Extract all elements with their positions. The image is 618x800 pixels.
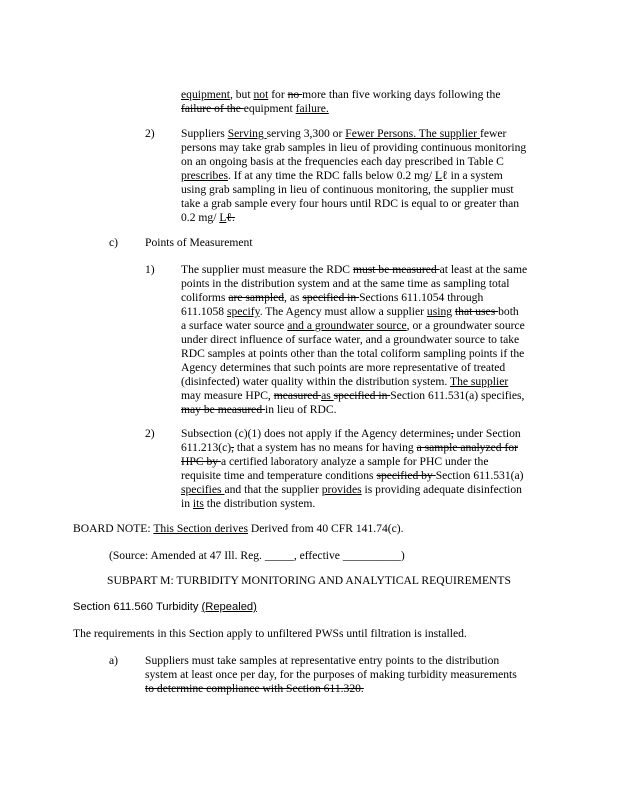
text-line <box>181 483 523 497</box>
text-line <box>181 211 526 225</box>
text-line <box>181 427 523 441</box>
text-run: persons may take grab samples in lieu of providing continuous monitoring <box>181 141 527 154</box>
board-note <box>73 522 404 536</box>
text-run: RDC samples at points other than the total coliform sampling points if the <box>181 347 525 360</box>
deleted-text: may be measured <box>181 403 266 416</box>
text-run: (Source: Amended at 47 Ill. Reg. _____, effective __________) <box>109 549 405 562</box>
inserted-text: specify <box>226 305 260 318</box>
text-run: coliforms <box>181 291 229 304</box>
text-run: 611.1058 <box>181 305 227 318</box>
deleted-text: a sample analyzed for <box>416 441 518 454</box>
text-line <box>145 236 253 250</box>
inserted-text: The supplier <box>449 375 509 388</box>
text-line <box>145 668 517 682</box>
text-line <box>73 600 257 614</box>
section-heading <box>73 600 257 614</box>
text-run: Section 611.531(a) specifies, <box>390 389 525 402</box>
deleted-text: to determine compliance with Section 611.320. <box>145 682 364 695</box>
text-run: and that the supplier <box>224 483 322 496</box>
text-line <box>181 319 527 333</box>
subpart-heading <box>0 574 618 588</box>
text-line <box>181 127 526 141</box>
text-line <box>181 403 527 417</box>
text-run: is providing adequate disinfection <box>361 483 522 496</box>
text-line <box>181 361 527 375</box>
text-run: Suppliers <box>181 127 228 140</box>
item-c1-paragraph <box>181 263 527 417</box>
text-run: Agency determines that such points are more representative of treated <box>181 361 506 374</box>
item-number: 2) <box>145 427 155 440</box>
text-run: Subsection (c)(1) does not apply if the Agency determines <box>181 427 451 440</box>
text-line <box>181 277 527 291</box>
text-run: The supplier must measure the RDC <box>181 263 353 276</box>
text-run: (disinfected) water quality within the distribution system. <box>181 375 450 388</box>
text-run: using grab sampling in lieu of continuous monitoring, the supplier must <box>181 183 514 196</box>
text-run: more than five working days following the <box>302 88 501 101</box>
text-line <box>145 654 517 668</box>
text-run: 0.2 mg/ <box>181 211 220 224</box>
text-line <box>181 291 527 305</box>
text-line <box>181 347 527 361</box>
text-line <box>181 305 527 319</box>
subsection-heading <box>145 236 253 250</box>
inserted-text: L <box>435 169 443 182</box>
text-line <box>181 389 527 403</box>
text-run: requisite time and temperature conditions <box>181 469 377 482</box>
deleted-text: , <box>450 427 454 440</box>
inserted-text: its <box>192 497 204 510</box>
deleted-text: specified by <box>376 469 436 482</box>
inserted-text: and a groundwater source <box>287 319 407 332</box>
subsection-a-paragraph <box>145 654 517 696</box>
deleted-text: are sampled <box>228 291 285 304</box>
text-run: under direct influence of surface water, and a groundwater source to take <box>181 333 520 346</box>
text-run: under Section <box>453 427 521 440</box>
text-run: at least at the same <box>439 263 528 276</box>
text-line <box>181 169 526 183</box>
text-line <box>109 549 405 563</box>
text-run: may measure HPC, <box>181 389 274 402</box>
inserted-text: equipment <box>181 88 230 101</box>
subsection-letter: a) <box>109 654 119 667</box>
text-line <box>181 88 500 102</box>
item-number: 1) <box>145 263 155 276</box>
text-run: equipment <box>243 102 296 115</box>
text-run: points in the distribution system and at the same time as sampling total <box>181 277 510 290</box>
deleted-text: failure of the <box>181 102 244 115</box>
text-line <box>73 627 467 641</box>
inserted-text: as <box>321 389 334 402</box>
text-run: Derived from 40 CFR 141.74(c). <box>247 522 404 535</box>
text-run: that a system has no means for having <box>234 441 417 454</box>
inserted-text: L <box>219 211 227 224</box>
intro-paragraph <box>73 627 467 641</box>
item-number: 2) <box>145 127 155 140</box>
text-line <box>73 522 404 536</box>
text-line <box>181 183 526 197</box>
source-line <box>109 549 405 563</box>
inserted-text: Fewer Persons. The supplier <box>345 127 480 140</box>
text-line <box>181 375 527 389</box>
inserted-text: This Section derives <box>153 522 248 535</box>
text-run: Sections 611.1054 through <box>359 291 484 304</box>
text-run: system at least once per day, for the purposes of making turbidity measurements <box>145 668 517 681</box>
text-run: . If at any time the RDC falls below 0.2 mg/ <box>228 169 436 182</box>
text-run: SUBPART M: TURBIDITY MONITORING AND ANALYTICAL REQUIREMENTS <box>107 574 511 587</box>
deleted-text: must be measured <box>352 263 440 276</box>
text-run: fewer <box>479 127 507 140</box>
text-run: a surface water source <box>181 319 288 332</box>
text-line <box>0 574 618 588</box>
text-run: Section 611.560 Turbidity <box>73 601 202 613</box>
text-run: serving 3,300 or <box>266 127 346 140</box>
text-line <box>181 197 526 211</box>
deleted-text: specified in <box>333 389 391 402</box>
text-line <box>181 141 526 155</box>
text-line <box>181 102 500 116</box>
inserted-text: not <box>253 88 269 101</box>
text-line <box>181 441 523 455</box>
inserted-text: prescribes <box>181 169 228 182</box>
text-run: 611.213(c) <box>181 441 232 454</box>
text-run: in lieu of RDC. <box>265 403 337 416</box>
text-run: take a grab sample every four hours until RDC is equal to or greater than <box>181 197 520 210</box>
text-run: . The Agency must allow a supplier <box>259 305 427 318</box>
text-run: the distribution system. <box>203 497 316 510</box>
text-run: , or a groundwater source <box>406 319 525 332</box>
text-run: ℓ in a system <box>442 169 503 182</box>
inserted-text: failure. <box>295 102 329 115</box>
text-run: , as <box>284 291 303 304</box>
text-run: , but <box>229 88 254 101</box>
text-run: on an ongoing basis at the frequencies each day prescribed in Table C <box>181 155 504 168</box>
deleted-text: ℓ. <box>226 211 235 224</box>
inserted-text: provides <box>321 483 362 496</box>
inserted-text: Serving <box>227 127 267 140</box>
text-line <box>181 469 523 483</box>
text-run: in <box>181 497 193 510</box>
deleted-text: no <box>287 88 303 101</box>
text-run: Points of Measurement <box>145 236 253 249</box>
subsection-letter: c) <box>109 236 119 249</box>
inserted-text: using <box>426 305 453 318</box>
deleted-text: that uses <box>454 305 499 318</box>
item-c2-paragraph <box>181 427 523 511</box>
text-line <box>181 263 527 277</box>
text-run: Suppliers must take samples at representative entry points to the distribution <box>145 654 500 667</box>
deleted-text: specified in <box>302 291 360 304</box>
inserted-text: (Repealed) <box>201 601 257 613</box>
text-run: both <box>498 305 519 318</box>
text-run: BOARD NOTE: <box>73 522 154 535</box>
text-run: The requirements in this Section apply to unfiltered PWSs until filtration is installed. <box>73 627 467 640</box>
deleted-text: HPC by <box>181 455 221 468</box>
deleted-text: , <box>231 441 235 454</box>
item-2-paragraph <box>181 127 526 225</box>
text-line <box>181 497 523 511</box>
text-line <box>181 155 526 169</box>
inserted-text: specifies <box>181 483 225 496</box>
continued-paragraph <box>181 88 500 116</box>
text-line <box>145 682 517 696</box>
text-line <box>181 333 527 347</box>
text-run: Section 611.531(a) <box>435 469 524 482</box>
text-run: a certified laboratory analyze a sample for PHC under the <box>220 455 489 468</box>
text-line <box>181 455 523 469</box>
deleted-text: measured <box>273 389 322 402</box>
text-run: for <box>268 88 288 101</box>
